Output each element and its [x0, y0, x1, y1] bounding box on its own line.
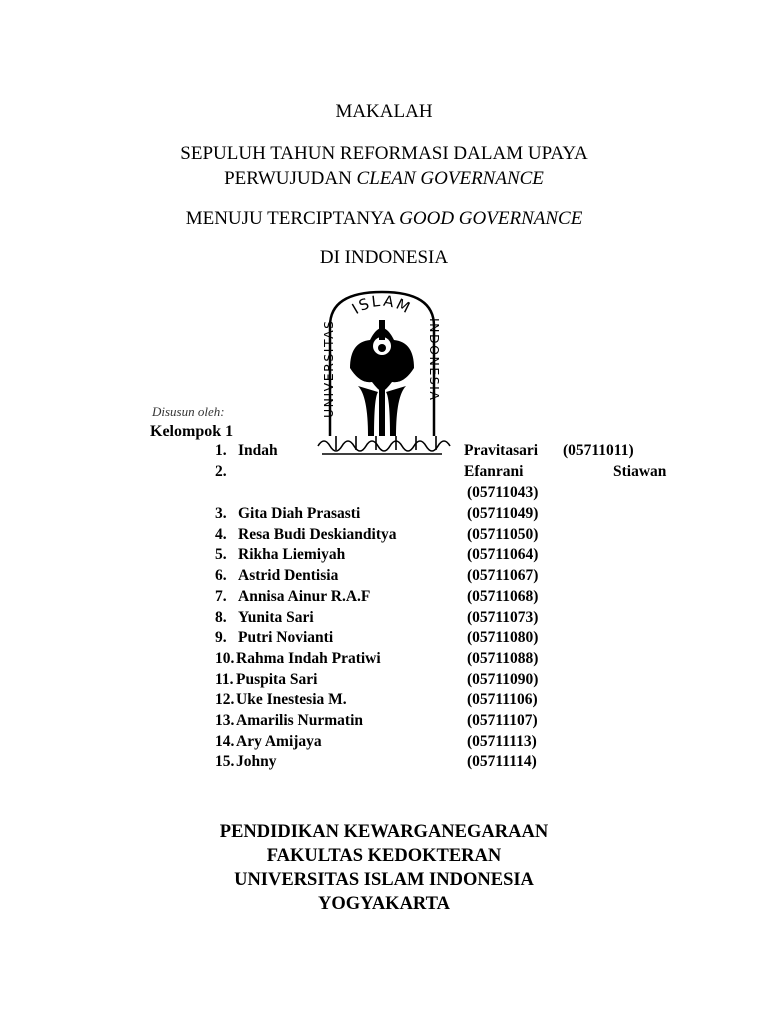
title-line-3 — [0, 207, 768, 232]
member-number: 10. — [215, 649, 235, 667]
footer-block — [0, 820, 768, 916]
member-nim: (05711113) — [467, 732, 537, 750]
member-number: 11. — [215, 670, 234, 688]
member-row — [0, 588, 768, 608]
city-name: YOGYAKARTA — [318, 894, 450, 914]
group-label: Kelompok 1 — [150, 423, 234, 440]
member-nim: (05711106) — [467, 691, 538, 709]
member-name: Ary Amijaya — [236, 732, 322, 750]
member-name: Rahma Indah Pratiwi — [236, 649, 381, 667]
title-line-2-normal: PERWUJUDAN — [224, 168, 357, 189]
member-nim: (05711073) — [467, 608, 539, 626]
title-line-1: SEPULUH TAHUN REFORMASI DALAM UPAYA — [180, 143, 588, 164]
member-number: 9. — [215, 629, 227, 647]
member-name: Gita Diah Prasasti — [238, 505, 361, 522]
member-nim: (05711043) — [467, 484, 539, 501]
member-name: Johny — [236, 753, 277, 771]
member-row-2 — [0, 463, 768, 483]
member-row-2-nim — [0, 484, 768, 504]
member-name: Rikha Liemiyah — [238, 546, 346, 564]
member-row — [0, 712, 768, 732]
member-name: Annisa Ainur R.A.F — [238, 587, 371, 605]
member-name: Amarilis Nurmatin — [236, 712, 364, 729]
member-name: Astrid Dentisia — [238, 567, 339, 585]
member-number: 15. — [215, 753, 235, 771]
member-name-cont: Efanrani — [464, 463, 524, 480]
member-nim: (05711011) — [563, 442, 634, 459]
member-nim: (05711088) — [467, 649, 539, 667]
title-line-3-normal: MENUJU TERCIPTANYA — [185, 208, 400, 229]
svg-text:ISLAM — [349, 292, 415, 318]
member-name: Puspita Sari — [236, 670, 318, 688]
member-number: 2. — [215, 463, 227, 480]
member-nim: (05711050) — [467, 525, 539, 543]
university-logo — [312, 286, 452, 462]
member-number: 5. — [215, 546, 227, 564]
member-row — [0, 526, 768, 546]
member-row — [0, 650, 768, 670]
logo-top-text: ISLAM — [348, 291, 415, 318]
member-number: 3. — [215, 505, 227, 522]
member-name: Uke Inestesia M. — [236, 691, 347, 709]
member-nim: (05711114) — [467, 753, 537, 771]
member-name: Resa Budi Deskianditya — [238, 525, 397, 543]
member-number: 1. — [215, 442, 227, 459]
member-nim: (05711090) — [467, 670, 539, 688]
member-nim: (05711049) — [467, 505, 539, 522]
member-row-1 — [0, 442, 768, 462]
member-name: Yunita Sari — [238, 608, 314, 626]
title-line-4: DI INDONESIA — [319, 247, 449, 268]
title-line-3-italic: GOOD GOVERNANCE — [399, 208, 583, 229]
member-name-last: Stiawan — [613, 463, 667, 480]
member-row — [0, 691, 768, 711]
prepared-by-label: Disusun oleh: — [152, 404, 225, 419]
member-row — [0, 567, 768, 587]
logo-emblem — [350, 320, 414, 436]
faculty-name: FAKULTAS KEDOKTERAN — [266, 846, 502, 866]
member-nim: (05711107) — [467, 712, 538, 729]
course-name: PENDIDIKAN KEWARGANEGARAAN — [219, 822, 549, 842]
member-nim: (05711068) — [467, 587, 539, 605]
title-line-2-italic: CLEAN GOVERNANCE — [356, 168, 544, 189]
member-row — [0, 609, 768, 629]
doc-type-heading: MAKALAH — [335, 101, 433, 122]
member-nim: (05711080) — [467, 629, 539, 647]
member-row — [0, 753, 768, 773]
member-row — [0, 505, 768, 525]
member-number: 4. — [215, 525, 227, 543]
logo-left-text: UNIVERSITAS — [321, 319, 336, 418]
title-line-2 — [0, 167, 768, 192]
member-nim: (05711064) — [467, 546, 539, 564]
member-number: 6. — [215, 567, 227, 585]
member-row — [0, 546, 768, 566]
member-number: 7. — [215, 587, 227, 605]
member-number: 12. — [215, 691, 235, 709]
member-row — [0, 733, 768, 753]
member-number: 8. — [215, 608, 227, 626]
university-name: UNIVERSITAS ISLAM INDONESIA — [234, 870, 534, 890]
member-name: Indah — [238, 442, 278, 459]
member-number: 13. — [215, 712, 235, 729]
member-row — [0, 671, 768, 691]
logo-right-text: INDONESIA — [427, 318, 442, 402]
member-row — [0, 629, 768, 649]
member-number: 14. — [215, 732, 235, 750]
member-nim: (05711067) — [467, 567, 539, 585]
member-name-cont: Pravitasari — [464, 442, 539, 459]
member-name: Putri Novianti — [238, 629, 334, 647]
